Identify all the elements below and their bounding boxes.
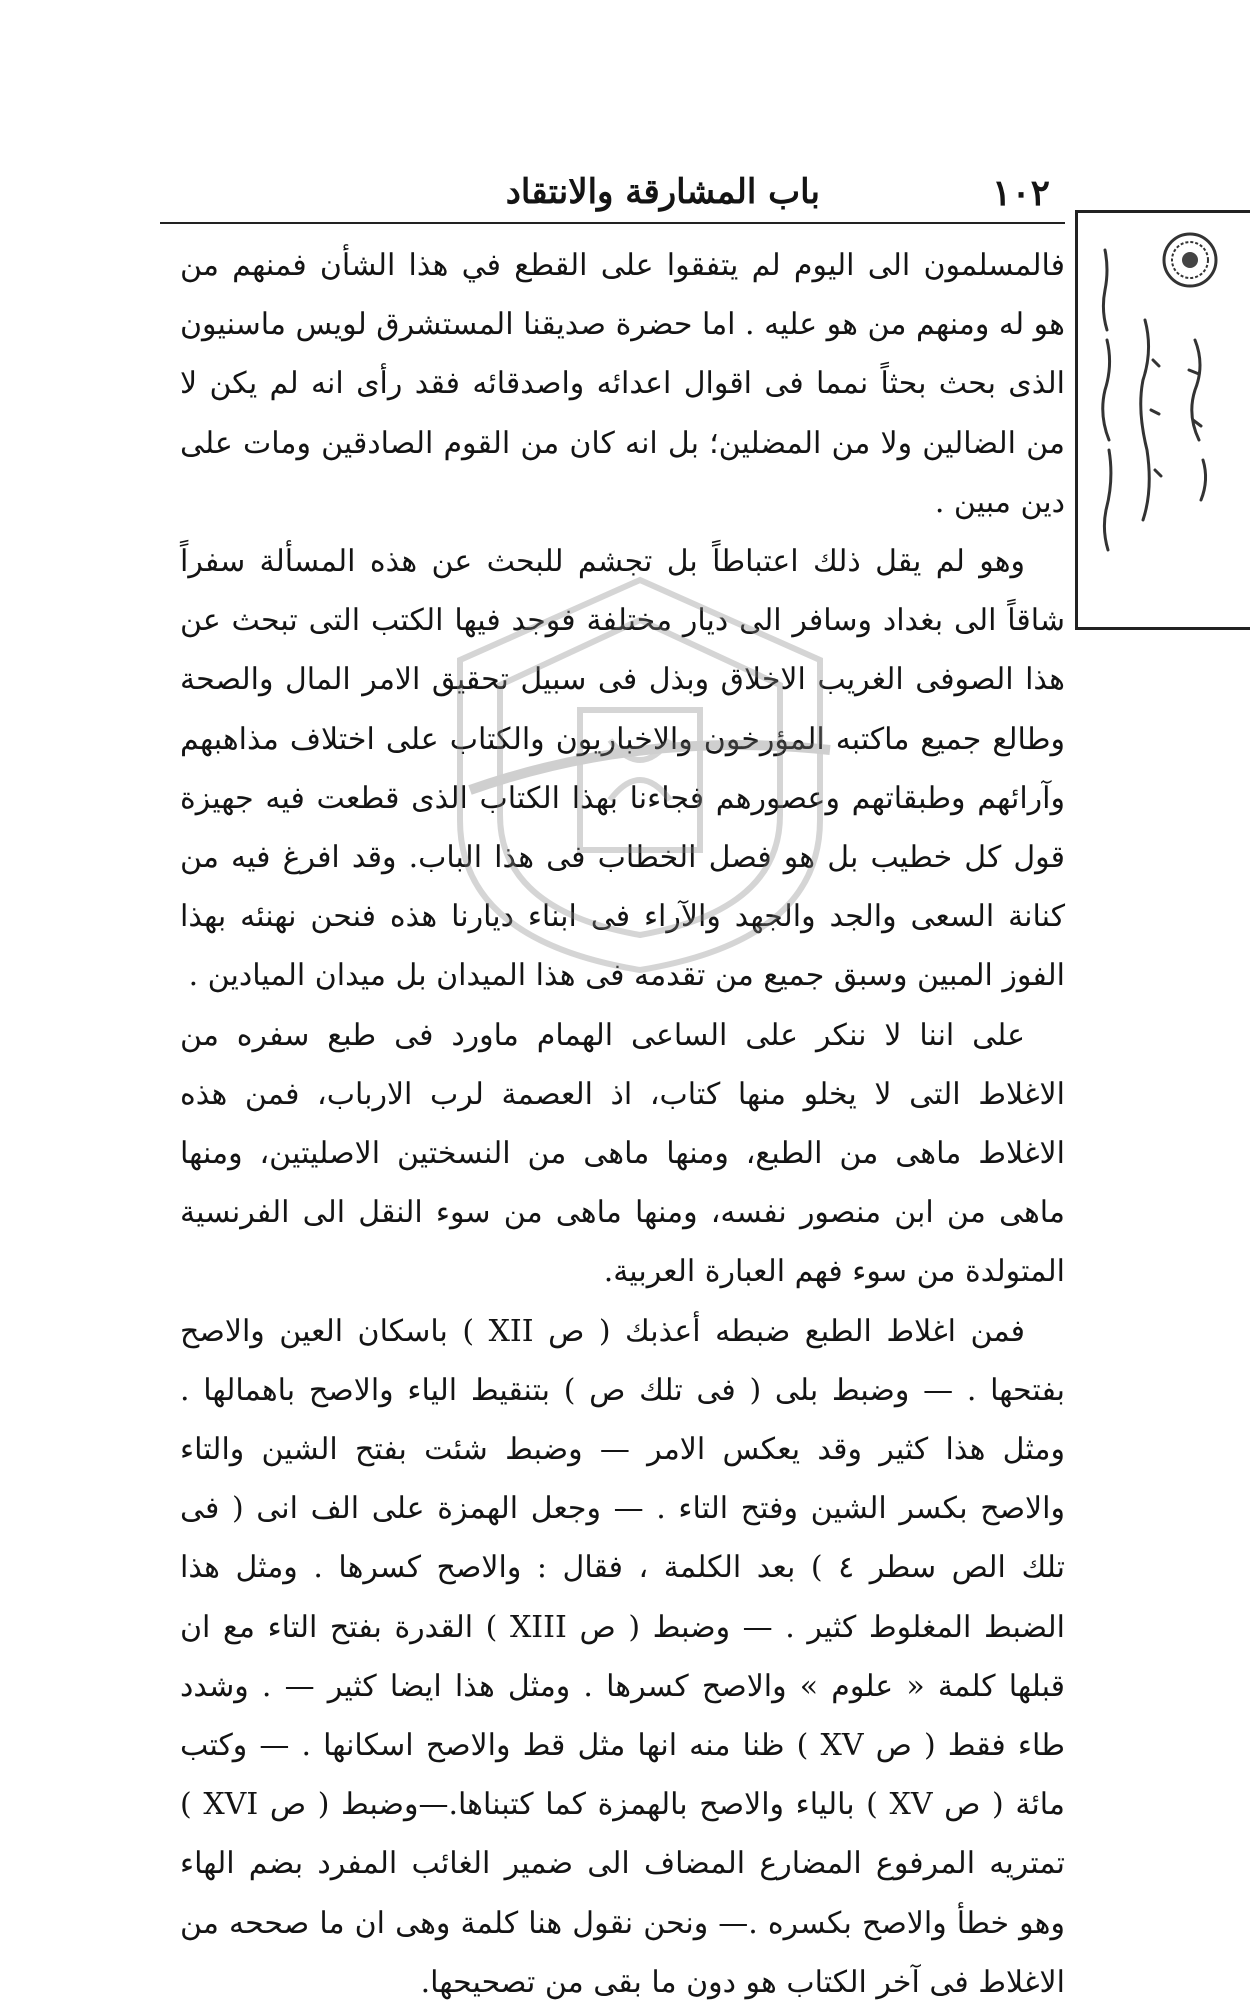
running-title: باب المشارقة والانتقاد — [505, 172, 820, 212]
paragraph-1: فالمسلمون الى اليوم لم يتفقوا على القطع في هذا الشأن فمنهم من هو له ومنهم من هو عليه . اما حضرة صديقنا المستشرق لويس ماسنيون الذى بحث بحثاً نمما فى اقوال اعدائه واصدقائه فقد رأى انه لم يكن لا من الضالين ولا من المضلين؛ بل انه كان من القوم الصادقين ومات على دين مبين . — [180, 248, 1065, 520]
paragraph-4: فمن اغلاط الطبع ضبطه أعذبك ( ص XII ) باسكان العين والاصح بفتحها . — وضبط بلى ( فى تلك ص ) بتنقيط الياء والاصح باهمالها . ومثل هذا كثير وقد يعكس الامر — وضبط شئت بفتح الشين والتاء والاصح بكسر الشين وفتح التاء . — وجعل الهمزة على الف انى ( فى تلك الص سطر ٤ ) بعد الكلمة ، فقال : والاصح كسرها . ومثل هذا الضبط المغلوط كثير . — وضبط ( ص XIII ) القدرة بفتح التاء مع ان قبلها كلمة « علوم » والاصح كسرها . ومثل هذا ايضا كثير — . وشدد طاء فقط ( ص XV ) ظنا منه انها مثل قط والاصح اسكانها . — وكتب مائة ( ص XV ) بالياء والاصح بالهمزة كما كتبناها.—وضبط ( ص XVI ) تمتريه المرفوع المضارع المضاف الى ضمير الغائب المفرد بضم الهاء وهو خطأ والاصح بكسره .— ونحن نقول هنا كلمة وهى ان ما صححه من الاغلاط فى آخر الكتاب هو دون ما بقى من تصحيحها. — [180, 1313, 1066, 2000]
watermark-logo — [430, 560, 850, 990]
body-text — [180, 236, 1065, 2012]
header-rule — [160, 222, 1065, 224]
running-header — [150, 172, 1070, 222]
paragraph-2: وهو لم يقل ذلك اعتباطاً بل تجشم للبحث عن هذه المسألة سفراً شاقاً الى بغداد وسافر الى ديار مختلفة فوجد فيها الكتب التى تبحث عن هذا الصوفى الغريب الاخلاق وبذل فى سبيل تحقيق الامر المال والصحة وطالع جميع ماكتبه المؤرخون والاخباريون والكتاب على اختلاف مذاهبهم وآرائهم وطبقاتهم وعصورهم فجاءنا بهذا الكتاب الذى قطعت فيه جهيزة قول كل خطيب بل هو فصل الخطاب فى هذا الباب. وقد افرغ فيه من كنانة السعى والجد والجهد والآراء فى ابناء ديارنا هذه فنحن نهنئه بهذا الفوز المبين وسبق جميع من تقدمه فى هذا الميدان بل ميدان الميادين . — [180, 544, 1065, 994]
margin-handwriting-icon — [1085, 240, 1235, 600]
paragraph-3: على اننا لا ننكر على الساعى الهمام ماورد فى طبع سفره من الاغلاط التى لا يخلو منها كتاب، اذ العصمة لرب الارباب، فمن هذه الاغلاط ماهى من الطبع، ومنها ماهى من النسختين الاصليتين، ومنها ماهى من ابن منصور نفسه، ومنها ماهى من سوء النقل الى الفرنسية المتولدة من سوء فهم العبارة العربية. — [180, 1017, 1065, 1290]
page-number: ١٠٢ — [991, 172, 1050, 214]
